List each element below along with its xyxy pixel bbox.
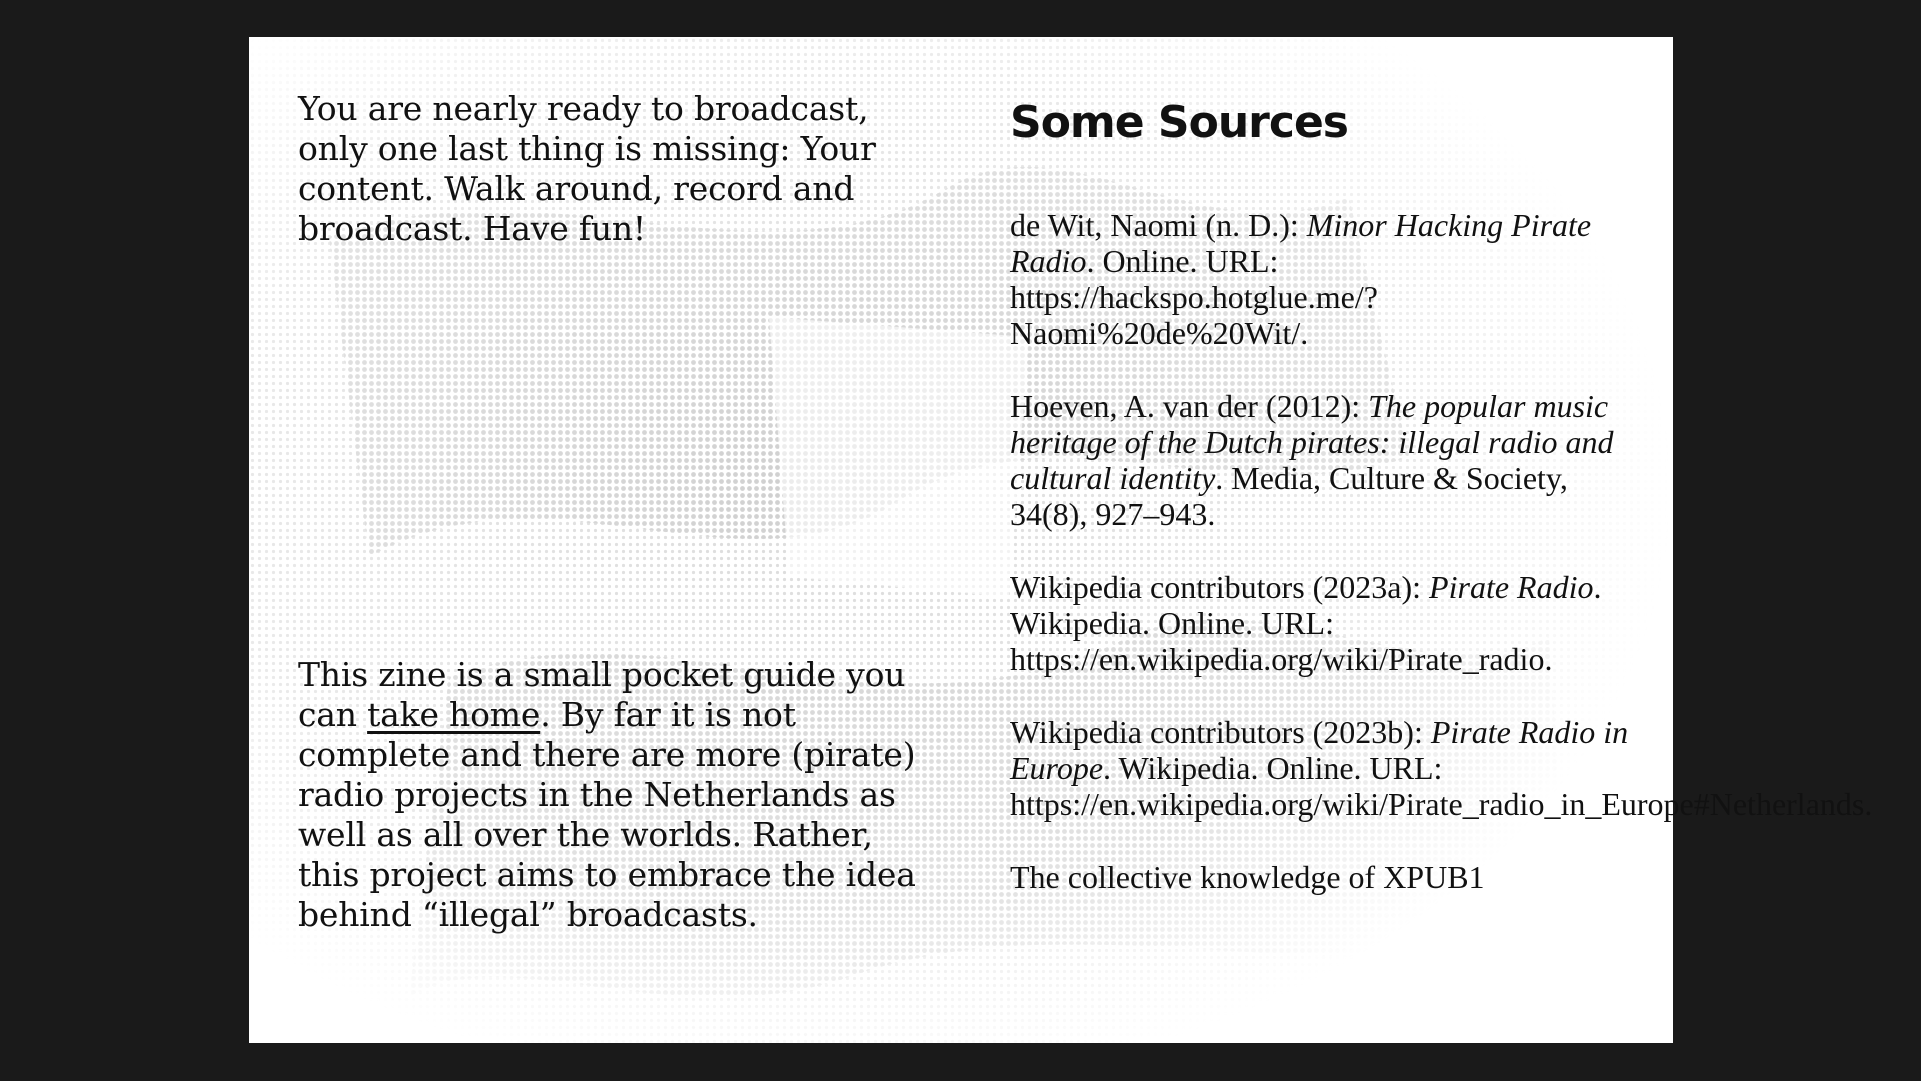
zine-spread	[249, 37, 1873, 1043]
reference-title: Minor Hacking Pirate Radio	[1010, 207, 1592, 279]
reference-details: . Online. URL: https://hackspo.hotglue.me/?Naomi%20de%20Wit/.	[1010, 243, 1378, 351]
right-page	[1010, 95, 1873, 932]
reference-item	[1010, 388, 1630, 532]
reference-title: Pirate Radio in Europe	[1010, 714, 1629, 786]
reference-details: . Media, Culture & Society, 34(8), 927–943.	[1010, 460, 1568, 532]
take-home-underlined: take home	[367, 695, 541, 734]
about-text-start: This zine is a small pocket guide you can	[298, 655, 906, 734]
reference-details: . Wikipedia. Online. URL: https://en.wikipedia.org/wiki/Pirate_radio.	[1010, 569, 1602, 677]
reference-author: Wikipedia contributors (2023a):	[1010, 569, 1430, 605]
about-text-end: . By far it is not complete and there are more (pirate) radio projects in the Netherlands as well as all over the worlds. Rather, this project aims to embrace the idea behind “illegal” broadcasts.	[298, 695, 916, 934]
intro-paragraph: You are nearly ready to broadcast, only one last thing is missing: Your content. Walk around, record and broadcast. Have fun!	[298, 89, 876, 248]
reference-item	[1010, 714, 1873, 822]
reference-author: Wikipedia contributors (2023b):	[1010, 714, 1431, 750]
sources-heading: Some Sources	[1010, 97, 1348, 148]
reference-author: Hoeven, A. van der (2012):	[1010, 388, 1369, 424]
reference-title: Pirate Radio	[1429, 569, 1594, 605]
closing-line: The collective knowledge of XPUB1	[1010, 859, 1485, 895]
reference-title: The popular music heritage of the Dutch pirates: illegal radio and cultural identity	[1010, 388, 1614, 496]
about-paragraph	[298, 655, 938, 935]
reference-author: de Wit, Naomi (n. D.):	[1010, 207, 1307, 243]
reference-item	[1010, 569, 1630, 677]
reference-details: . Wikipedia. Online. URL: https://en.wikipedia.org/wiki/Pirate_radio_in_Europe#Netherlands.	[1010, 750, 1873, 822]
reference-item	[1010, 207, 1630, 351]
